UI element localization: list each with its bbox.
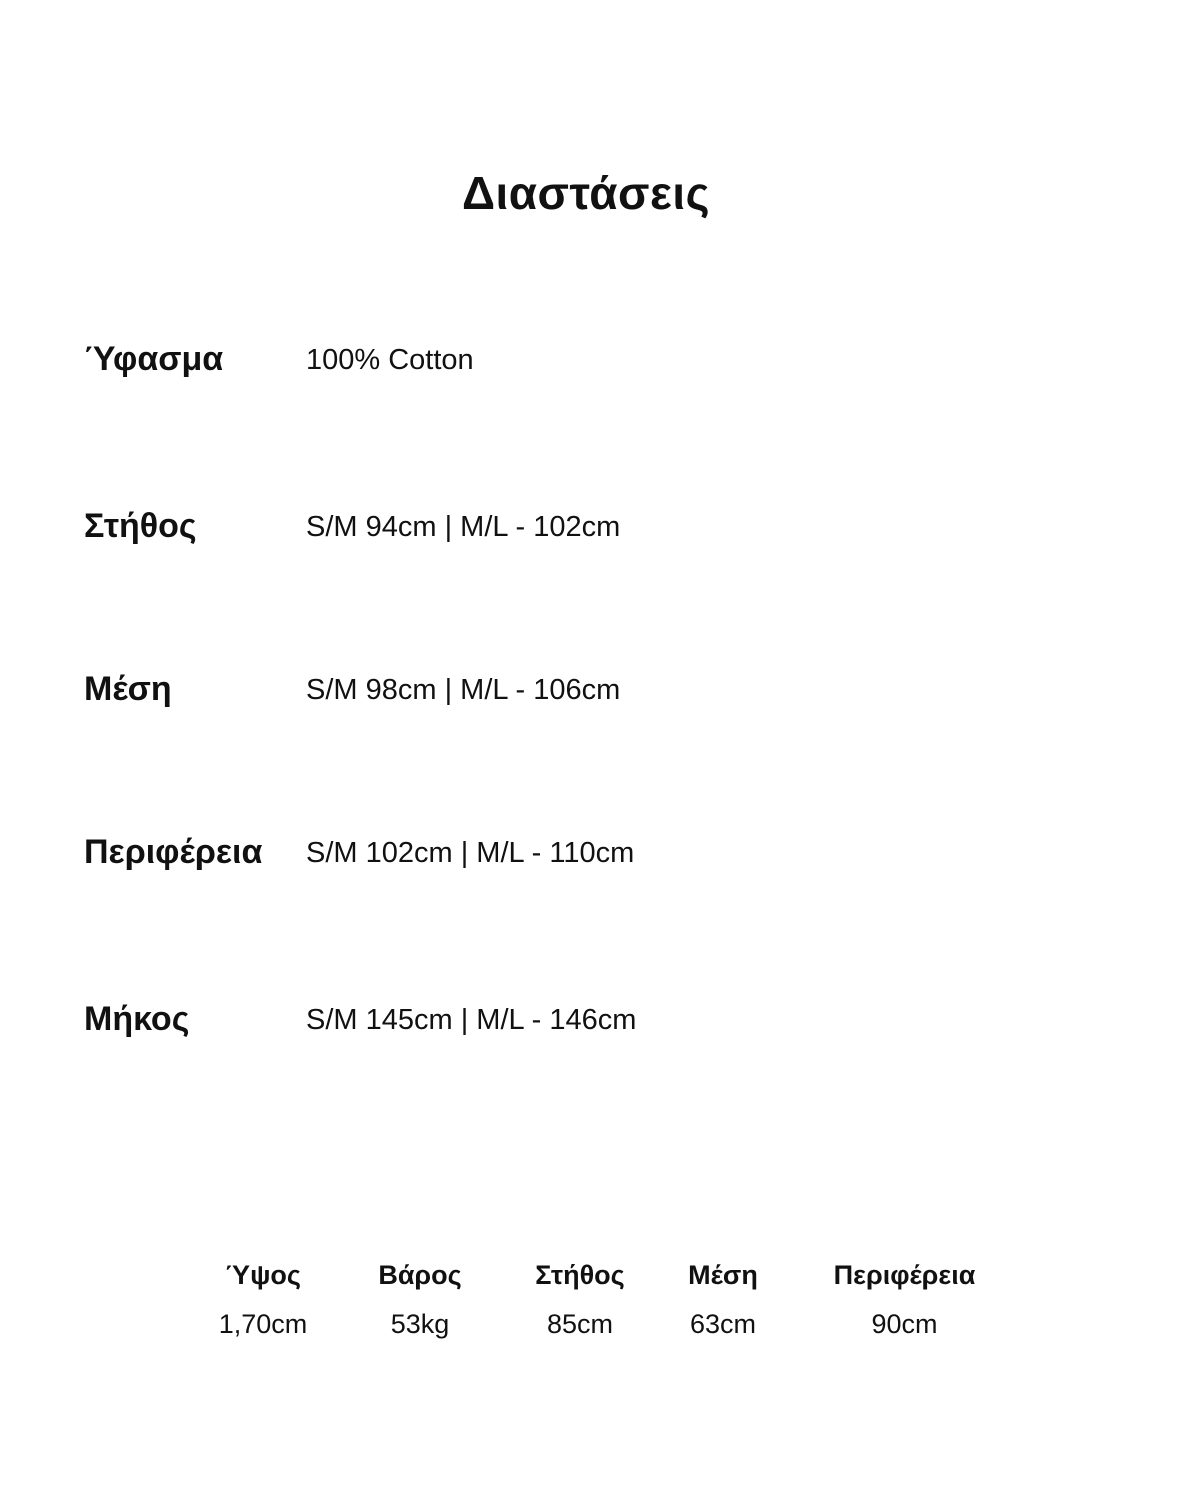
model-value: 63cm [689,1309,757,1339]
spec-label: Περιφέρεια [84,833,263,871]
spec-row-chest [84,507,984,557]
model-label: Βάρος [378,1260,462,1290]
spec-label: Μέση [84,670,172,708]
model-col-weight [360,1260,480,1340]
model-label: Ύψος [225,1260,301,1290]
spec-row-waist [84,670,984,720]
spec-value: S/M 102cm | M/L - 110cm [306,837,635,869]
model-col-hips [812,1260,997,1340]
spec-value: S/M 145cm | M/L - 146cm [306,1004,637,1036]
spec-row-hips [84,833,984,883]
model-measurements [0,1260,1199,1350]
spec-label: Ύφασμα [84,340,224,378]
spec-label: Στήθος [84,507,197,545]
model-label: Στήθος [535,1260,625,1290]
spec-value: S/M 98cm | M/L - 106cm [306,674,621,706]
model-col-waist [668,1260,778,1340]
model-label: Μέση [688,1260,758,1290]
spec-value: S/M 94cm | M/L - 102cm [306,511,621,543]
model-value: 85cm [546,1309,614,1339]
model-col-height [203,1260,323,1340]
model-label: Περιφέρεια [833,1260,976,1290]
spec-value: 100% Cotton [306,344,474,376]
model-value: 53kg [390,1309,450,1339]
spec-row-length [84,1000,984,1050]
model-value: 90cm [871,1309,938,1339]
model-value: 1,70cm [218,1309,308,1339]
page-title: Διαστάσεις [461,167,711,219]
spec-row-fabric [84,340,984,390]
spec-label: Μήκος [84,1000,190,1038]
model-col-chest [515,1260,645,1340]
